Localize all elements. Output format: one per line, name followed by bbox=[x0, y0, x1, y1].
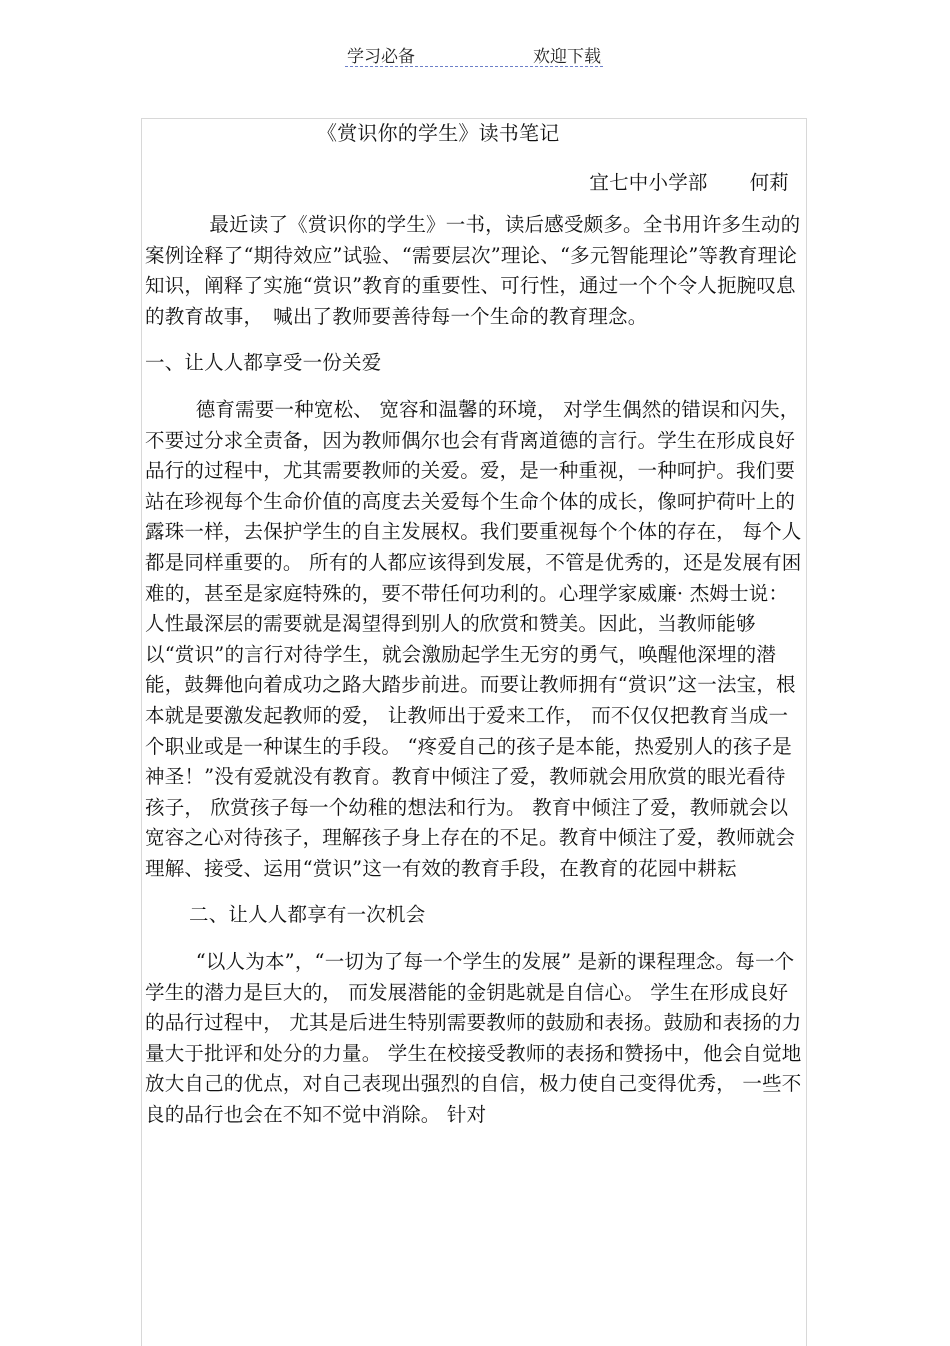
section-heading-1: 一、让人人都享受一份关爱 bbox=[145, 351, 382, 375]
section-2-paragraph: “以人为本”，“一切为了每一个学生的发展” 是新的课程理念。每一个学生的潜力是巨大的， 而发展潜能的金钥匙就是自信心。 学生在形成良好的品行过程中， 尤其是后进生特别需要教师的鼓励和表扬。鼓励和表扬的力量大于批评和处分的力量。 学生在校接受教师的表扬和赞扬中，他会自觉地放大自己的优点，对自己表现出强烈的自信，极力使自己变得优秀， 一些不良的品行也会在不知不觉中消除。 针对 bbox=[145, 950, 802, 1127]
header-right-text: 欢迎下载 bbox=[533, 47, 601, 67]
document-body bbox=[145, 118, 805, 1131]
author-school: 宜七中小学部 bbox=[589, 171, 708, 194]
author-name: 何莉 bbox=[749, 171, 789, 194]
document-title: 《赏识你的学生》读书笔记 bbox=[317, 121, 560, 145]
author-byline bbox=[145, 168, 805, 198]
page-header bbox=[345, 40, 603, 67]
section-1-paragraph: 德育需要一种宽松、 宽容和温馨的环境， 对学生偶然的错误和闪失，不要过分求全责备，因为教师偶尔也会有背离道德的言行。学生在形成良好品行的过程中，尤其需要教师的关爱。爱，是一种重视，一种呵护。我们要站在珍视每个生命价值的高度去关爱每个生命个体的成长，像呵护荷叶上的露珠一样，去保护学生的自主发展权。我们要重视每个个体的存在， 每个人都是同样重要的。 所有的人都应该得到发展，不管是优秀的，还是发展有困难的，甚至是家庭特殊的，要不带任何功利的。心理学家威廉· 杰姆士说：人性最深层的需要就是渴望得到别人的欣赏和赞美。因此，当教师能够以“赏识”的言行对待学生，就会激励起学生无穷的勇气，唤醒他深埋的潜能，鼓舞他向着成功之路大踏步前进。而要让教师拥有“赏识”这一法宝，根本就是要激发起教师的爱， 让教师出于爱来工作， 而不仅仅把教育当成一个职业或是一种谋生的手段。 “疼爱自己的孩子是本能，热爱别人的孩子是神圣！”没有爱就没有教育。教育中倾注了爱，教师就会用欣赏的眼光看待孩子， 欣赏孩子每一个幼稚的想法和行为。 教育中倾注了爱，教师就会以宽容之心对待孩子，理解孩子身上存在的不足。教育中倾注了爱，教师就会理解、接受、运用“赏识”这一有效的教育手段，在教育的花园中耕耘 bbox=[145, 397, 802, 880]
intro-paragraph: 最近读了《赏识你的学生》一书，读后感受颇多。全书用许多生动的案例诠释了“期待效应”试验、“需要层次”理论、“多元智能理论”等教育理论知识，阐释了实施“赏识”教育的重要性、可行性，通过一个个令人扼腕叹息的教育故事， 喊出了教师要善待每一个生命的教育理念。 bbox=[145, 213, 801, 328]
section-heading-2: 二、让人人都享有一次机会 bbox=[189, 903, 426, 927]
header-left-text: 学习必备 bbox=[347, 47, 415, 67]
